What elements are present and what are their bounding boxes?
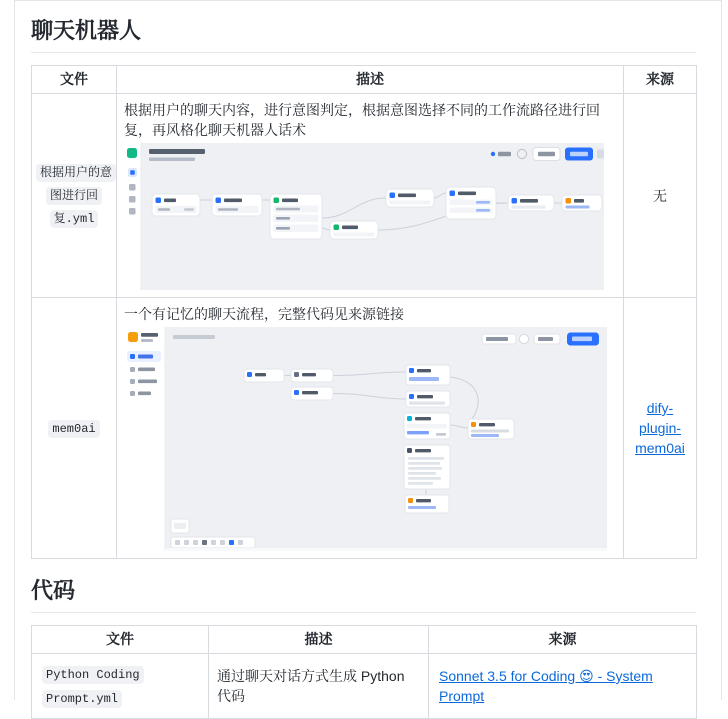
column-header-source: 来源	[624, 66, 697, 94]
table-row-intent-reply	[32, 94, 697, 298]
column-header-file: 文件	[32, 66, 117, 94]
column-header-file: 文件	[32, 626, 209, 654]
source-link-mem0ai[interactable]: dify-plugin-mem0ai	[635, 400, 685, 456]
description-text: 根据用户的聊天内容，进行意图判定，根据意图选择不同的工作流路径进行回复，再风格化聊天机器人话术	[124, 102, 600, 138]
source-none-label: 无	[653, 187, 667, 204]
source-link-sonnet-prompt[interactable]: Sonnet 3.5 for Coding 😍 - System Prompt	[439, 668, 653, 704]
table-header-row	[32, 626, 697, 654]
column-header-description: 描述	[117, 66, 624, 94]
file-name-code: Python Coding Prompt.yml	[42, 666, 144, 708]
table-row-mem0ai	[32, 298, 697, 559]
file-name-code: 根据用户的意图进行回复.yml	[36, 164, 116, 228]
readme-container	[14, 0, 722, 706]
table-row-python-coding-prompt	[32, 654, 697, 719]
column-header-description: 描述	[209, 626, 429, 654]
file-name-code: mem0ai	[48, 420, 99, 438]
section-heading-chatbot: 聊天机器人	[31, 17, 696, 53]
dify-workflow-screenshot	[124, 143, 604, 290]
code-table	[31, 625, 697, 719]
column-header-source: 来源	[429, 626, 697, 654]
section-heading-code: 代码	[31, 577, 696, 613]
table-header-row	[32, 66, 697, 94]
description-text: 一个有记忆的聊天流程，完整代码见来源链接	[124, 306, 404, 322]
chatbot-table	[31, 65, 697, 559]
dify-chatflow-screenshot	[124, 327, 607, 551]
description-text: 通过聊天对话方式生成 Python 代码	[217, 668, 405, 704]
